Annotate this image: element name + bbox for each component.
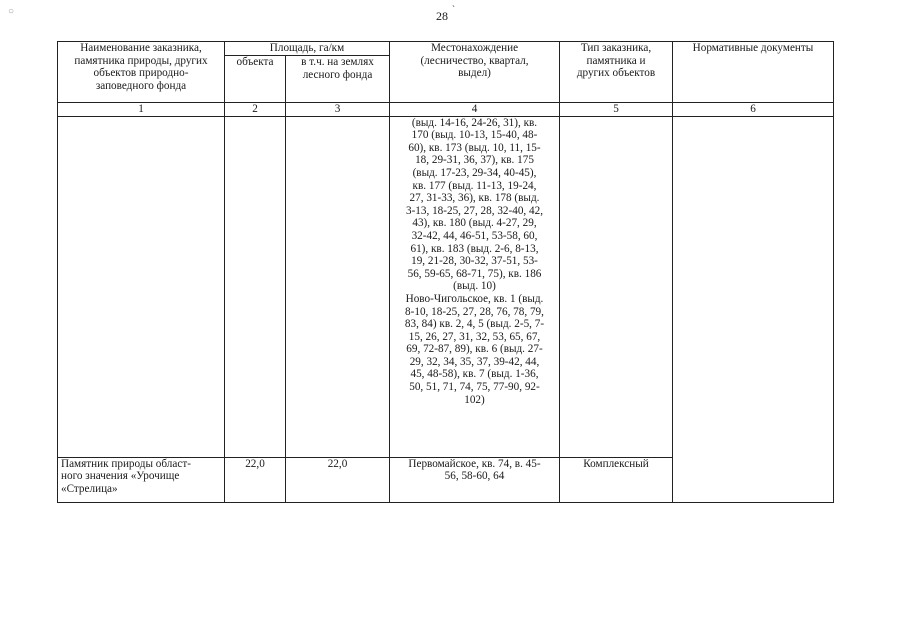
page-number: 28 (436, 9, 448, 23)
cell-documents (673, 116, 834, 502)
header-area-object: объекта (225, 56, 286, 103)
column-number: 1 (58, 103, 225, 117)
column-number: 2 (225, 103, 286, 117)
cell-location: (выд. 14-16, 24-26, 31), кв. 170 (выд. 10-13, 15-40, 48- 60), кв. 173 (выд. 10, 11, 15- 18, 29-31, 36, 37), кв. 175 (выд. 17-23, 29-34, 40-45), кв. 177 (выд. 11-13, 19-24, 27, 31-33, 36), кв. 178 (выд. 3-13, 18-25, 27, 28, 32-40, 42, 43), кв. 180 (выд. 4-27, 29, 32-42, 44, 46-51, 53-58, 60, 61), кв. 183 (выд. 2-6, 8-13, 19, 21-28, 30-32, 37-51, 53- 56, 59-65, 68-71, 75), кв. 186 (выд. 10) Ново-Чигольское, кв. 1 (выд. 8-10, 18-25, 27, 28, 76, 78, 79, 83, 84) кв. 2, 4, 5 (выд. 2-5, 7- 15, 26, 27, 31, 32, 53, 65, 67, 69, 72-87, 89), кв. 6 (выд. 27- 29, 32, 34, 35, 37, 39-42, 44, 45, 48-58), кв. 7 (выд. 1-36, 50, 51, 71, 74, 75, 77-90, 92- 102) (390, 116, 560, 457)
header-type: Тип заказника, памятника и других объектов (560, 42, 673, 103)
column-number-row (58, 103, 834, 117)
column-number: 6 (673, 103, 834, 117)
header-documents: Нормативные документы (673, 42, 834, 103)
nature-reserves-table (57, 41, 834, 503)
cell-location: Первомайское, кв. 74, в. 45- 56, 58-60, 64 (390, 457, 560, 502)
cell-type: Комплексный (560, 457, 673, 502)
cell-area-object (225, 116, 286, 457)
column-number: 3 (286, 103, 390, 117)
cell-name: Памятник природы област- ного значения «Урочище «Стрелица» (58, 457, 225, 502)
scan-corner-mark: ○ (8, 6, 15, 17)
column-number: 4 (390, 103, 560, 117)
cell-type (560, 116, 673, 457)
header-location: Местонахождение (лесничество, квартал, выдел) (390, 42, 560, 103)
cell-name (58, 116, 225, 457)
column-number: 5 (560, 103, 673, 117)
header-name: Наименование заказника, памятника природы, других объектов природно- заповедного фонда (58, 42, 225, 103)
cell-area-object: 22,0 (225, 457, 286, 502)
cell-area-forest (286, 116, 390, 457)
cell-area-forest: 22,0 (286, 457, 390, 502)
table-row (58, 116, 834, 457)
header-area: Площадь, га/км (225, 42, 390, 56)
page-number-mark: ˋ (452, 4, 455, 14)
header-area-forest: в т.ч. на землях лесного фонда (286, 56, 390, 103)
table-header-row (58, 42, 834, 56)
